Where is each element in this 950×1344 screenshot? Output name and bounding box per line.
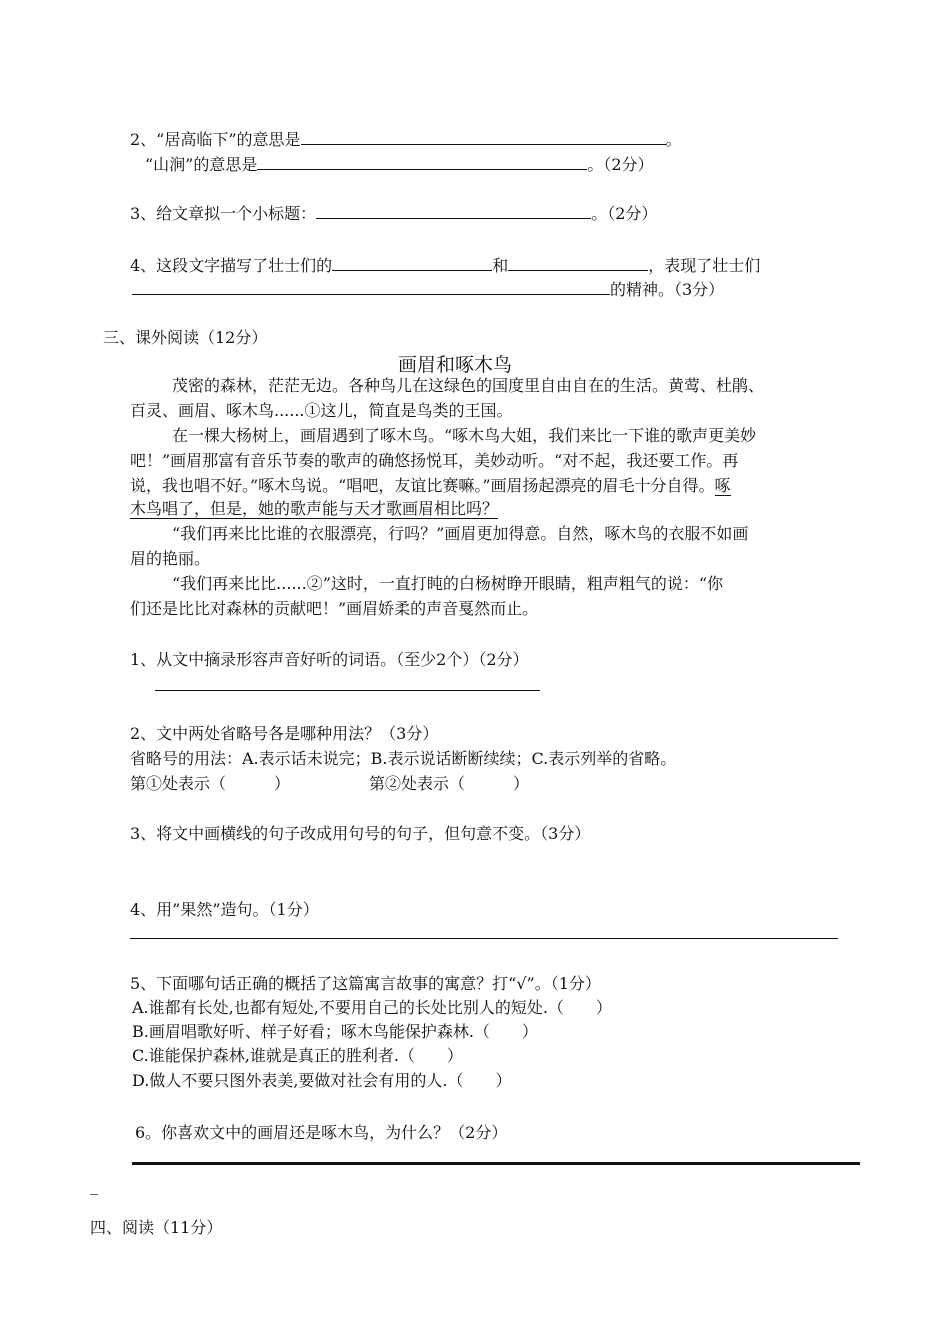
question-2-blank-1[interactable]: 第①处表示（ ）: [130, 774, 291, 793]
q4-answer-blank-2[interactable]: [508, 254, 648, 271]
question-5: 5、下面哪句话正确的概括了这篇寓言故事的寓意？打“√”。（1分）: [130, 974, 601, 993]
question-6: 6。你喜欢文中的画眉还是啄木鸟，为什么？（2分）: [135, 1123, 508, 1142]
q2-meaning-line-b: [145, 153, 654, 175]
question-2-blank-2[interactable]: 第②处表示（ ）: [369, 774, 530, 793]
q3-prefix: 3、给文章拟一个小标题：: [130, 204, 317, 223]
question-2-options: 省略号的用法：A.表示话未说完；B.表示说话断断续续；C.表示列举的省略。: [130, 749, 677, 768]
passage-p2-line-1: 在一棵大杨树上，画眉遇到了啄木鸟。“啄木鸟大姐，我们来比一下谁的歌声更美妙: [172, 426, 757, 445]
passage-p4-line-2: 们还是比比对森林的贡献吧！”画眉娇柔的声音戛然而止。: [130, 599, 539, 618]
q2-a-answer-blank[interactable]: [301, 128, 666, 145]
q3-subtitle-line: [130, 202, 657, 224]
question-3: 3、将文中画横线的句子改成用句号的句子，但句意不变。（3分）: [130, 824, 591, 843]
q3-answer-blank[interactable]: [316, 202, 591, 219]
q4-prefix: 4、这段文字描写了壮士们的: [130, 256, 333, 275]
passage-p2-line-2: 吧！”画眉那富有音乐节奏的歌声的确悠扬悦耳，美妙动听。“对不起，我还要工作。再: [130, 451, 739, 470]
part4-heading: 四、阅读（11分）: [90, 1218, 223, 1237]
passage-p2-line-3: [130, 476, 731, 496]
q2-b-suffix: 。（2分）: [587, 155, 654, 174]
part3-heading: 三、课外阅读（12分）: [103, 328, 268, 347]
q2-a-suffix: 。: [665, 130, 682, 149]
passage-p2-line-3-text: 说，我也唱不好。”啄木鸟说。“唱吧，友谊比赛嘛。”画眉扬起漂亮的眉毛十分自得。: [130, 476, 715, 495]
passage-p2-line-4: [130, 499, 498, 519]
question-5-option-b[interactable]: B.画眉唱歌好听、样子好看；啄木鸟能保护森林.（ ）: [132, 1022, 538, 1041]
q4-line-2: [132, 278, 724, 300]
underlined-sentence: 木鸟唱了，但是，她的歌声能与天才歌画眉相比吗？: [130, 499, 499, 518]
q4-line-1: [130, 254, 760, 276]
question-1-answer-line[interactable]: [155, 690, 540, 691]
question-6-answer-line[interactable]: [132, 1162, 860, 1165]
q4-mid: 和: [492, 256, 509, 275]
question-5-option-a[interactable]: A.谁都有长处,也都有短处,不要用自己的长处比别人的短处.（ ）: [132, 998, 612, 1017]
passage-p1-line-1: 茂密的森林，茫茫无边。各种鸟儿在这绿色的国度里自由自在的生活。黄莺、杜鹃、: [172, 376, 765, 395]
q2-a-prefix: 2、“居高临下”的意思是: [130, 130, 301, 149]
q2-b-prefix: “山涧”的意思是: [145, 155, 258, 174]
question-5-option-c[interactable]: C.谁能保护森林,谁就是真正的胜利者.（ ）: [132, 1046, 463, 1065]
passage-p1-line-2: 百灵、画眉、啄木鸟......①这儿，简直是鸟类的王国。: [130, 401, 513, 420]
q4-suffix: ，表现了壮士们: [648, 256, 761, 275]
q4-answer-blank-1[interactable]: [332, 254, 492, 271]
question-4-answer-line[interactable]: [130, 938, 838, 939]
q2-b-answer-blank[interactable]: [257, 153, 587, 170]
q2-meaning-line-a: [130, 128, 682, 150]
q4-answer-blank-3[interactable]: [132, 278, 610, 295]
question-2: 2、文中两处省略号各是哪种用法？（3分）: [130, 724, 439, 743]
question-4: 4、用”果然”造句。（1分）: [130, 900, 319, 919]
underlined-sentence-start: 啄: [714, 476, 731, 495]
passage-p4-line-1: “我们再来比比......②”这时，一直打盹的白杨树睁开眼睛，粗声粗气的说：“你: [172, 574, 724, 593]
passage-p3-line-1: “我们再来比比谁的衣服漂亮，行吗？”画眉更加得意。自然，啄木鸟的衣服不如画: [172, 524, 749, 543]
question-1: 1、从文中摘录形容声音好听的词语。（至少2个）（2分）: [130, 650, 529, 669]
q4-end: 的精神。（3分）: [610, 280, 725, 299]
passage-p3-line-2: 眉的艳丽。: [130, 549, 211, 568]
passage-title: 画眉和啄木鸟: [398, 354, 513, 376]
question-5-option-d[interactable]: D.做人不要只图外表美,要做对社会有用的人.（ ）: [132, 1071, 512, 1090]
stray-mark: _: [90, 1176, 98, 1195]
q3-suffix: 。（2分）: [591, 204, 658, 223]
